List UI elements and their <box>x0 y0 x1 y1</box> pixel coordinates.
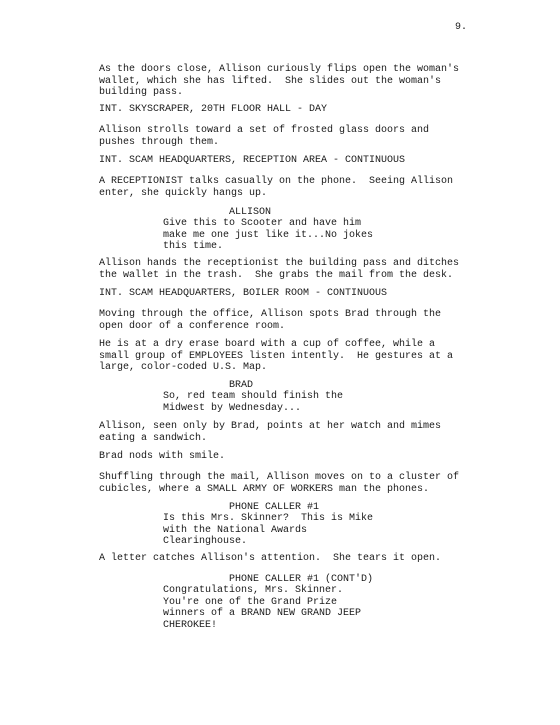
action-line: A RECEPTIONIST talks casually on the phone. Seeing Allison enter, she quickly hangs up. <box>99 176 454 199</box>
dialogue: Give this to Scooter and have him make me one just like it...No jokes this time. <box>163 218 374 252</box>
dialogue: Is this Mrs. Skinner? This is Mike with the National Awards Clearinghouse. <box>163 513 374 547</box>
action-line: Allison, seen only by Brad, points at her watch and mimes eating a sandwich. <box>99 421 442 444</box>
page-number: 9. <box>455 22 468 33</box>
scene-heading: INT. SCAM HEADQUARTERS, RECEPTION AREA - CONTINUOUS <box>99 155 406 166</box>
character-name: PHONE CALLER #1 (CONT'D) <box>229 574 374 585</box>
action-line: Allison strolls toward a set of frosted glass doors and pushes through them. <box>99 125 430 148</box>
character-name: ALLISON <box>229 207 272 218</box>
dialogue: So, red team should finish the Midwest by Wednesday... <box>163 391 344 414</box>
action-line: Moving through the office, Allison spots Brad through the open door of a conference room. <box>99 309 442 332</box>
character-name: BRAD <box>229 380 254 391</box>
dialogue: Congratulations, Mrs. Skinner. You're one of the Grand Prize winners of a BRAND NEW GRAND JEEP CHEROKEE! <box>163 585 362 631</box>
action-line: He is at a dry erase board with a cup of coffee, while a small group of EMPLOYEES listen intently. He gestures at a large, color-coded U.S. Map. <box>99 339 454 373</box>
scene-heading: INT. SCAM HEADQUARTERS, BOILER ROOM - CONTINUOUS <box>99 288 388 299</box>
action-line: Allison hands the receptionist the building pass and ditches the wallet in the trash. She grabs the mail from the desk. <box>99 258 460 281</box>
action-line: Brad nods with smile. <box>99 451 226 462</box>
scene-heading: INT. SKYSCRAPER, 20TH FLOOR HALL - DAY <box>99 104 328 115</box>
action-line: Shuffling through the mail, Allison moves on to a cluster of cubicles, where a SMALL ARMY OF WORKERS man the phones. <box>99 472 460 495</box>
action-line: A letter catches Allison's attention. She tears it open. <box>99 553 442 564</box>
action-line: As the doors close, Allison curiously flips open the woman's wallet, which she has lifted. She slides out the woman's building pass. <box>99 64 460 98</box>
character-name: PHONE CALLER #1 <box>229 502 320 513</box>
